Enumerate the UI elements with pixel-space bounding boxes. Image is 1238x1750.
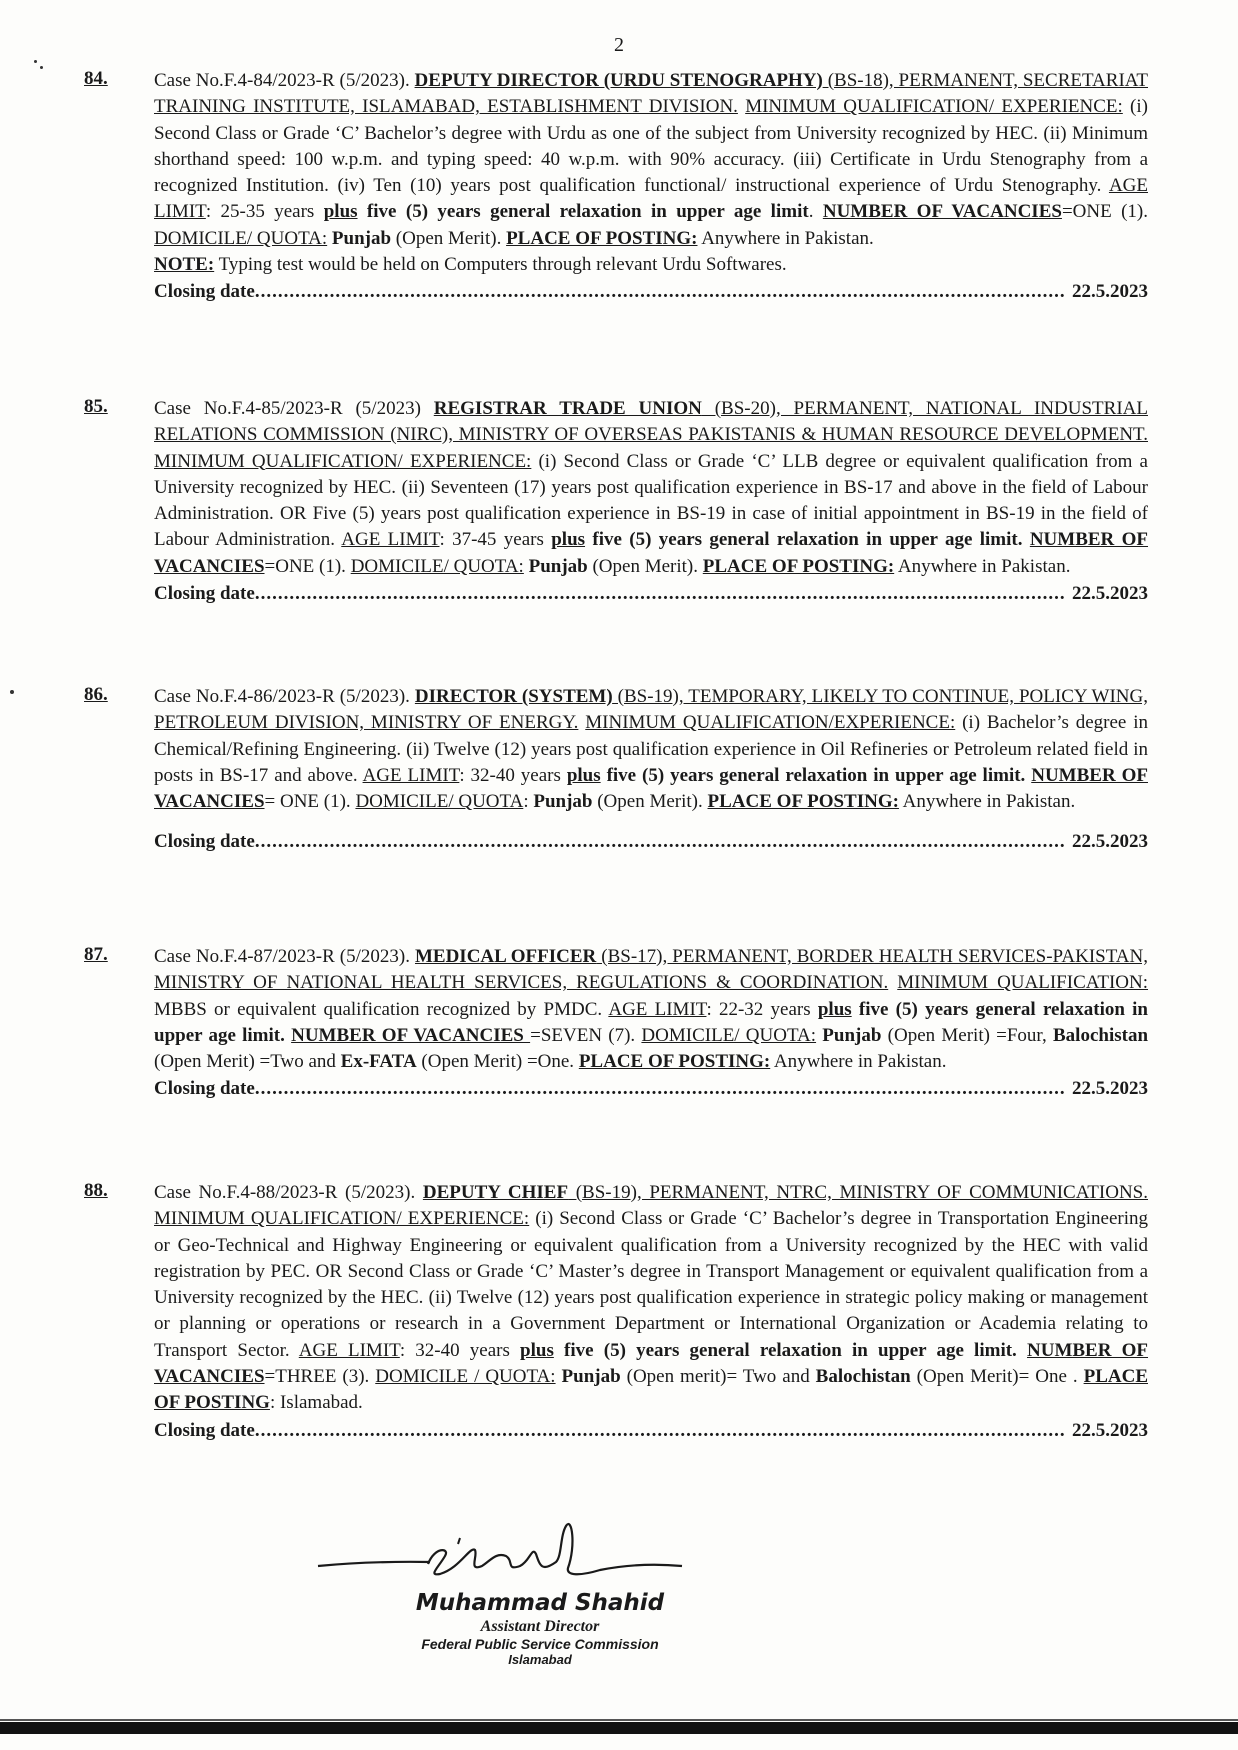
domicile-part: (Open Merit) =One.	[416, 1051, 579, 1073]
plus-word: plus	[520, 1339, 554, 1361]
closing-date-line	[154, 1076, 1148, 1102]
domicile-part: :	[523, 791, 534, 813]
case-body	[154, 944, 1148, 1102]
case-note	[154, 252, 1148, 278]
domicile-part: Ex-FATA	[340, 1051, 417, 1073]
plus-word: plus	[566, 764, 601, 786]
vacancies-label: NUMBER OF VACANCIES	[291, 1024, 531, 1046]
domicile-part: (Open Merit) =Two and	[154, 1051, 341, 1073]
domicile-part: (Open Merit).	[391, 227, 507, 249]
footer-rule	[0, 1719, 1238, 1721]
case-text	[154, 68, 1148, 252]
age-relaxation: five (5) years general relaxation in upper age limit.	[553, 1339, 1017, 1361]
closing-date-value: 22.5.2023	[1072, 1419, 1148, 1441]
domicile-label: DOMICILE / QUOTA:	[375, 1366, 556, 1388]
signature-scribble	[310, 1506, 750, 1586]
qualification-text: (i) Second Class or Grade ‘C’ Bachelor’s degree with Urdu as one of the subject from University recognized by HEC. (ii) Minimum shorthand speed: 100 w.p.m. and typing speed: 40 w.p.m. with 90% accuracy. (iii) Certificate in Urdu Stenography from a recognized Institution. (iv) Ten (10) years post qualification functional/ instructional experience of Urdu Stenography.	[154, 96, 1148, 197]
posting-label: PLACE OF POSTING:	[702, 555, 895, 577]
domicile-part: (Open Merit) =Four,	[881, 1024, 1053, 1046]
qualification-text: (i) Bachelor’s degree in Chemical/Refining Engineering. (ii) Twelve (12) years post qualification experience in Oil Refineries or Petroleum related field in posts in BS-17 and above.	[154, 712, 1149, 786]
qualification-label: MINIMUM QUALIFICATION/ EXPERIENCE:	[154, 450, 532, 472]
plus-word: plus	[551, 529, 586, 551]
domicile-part: Punjab	[822, 1024, 882, 1046]
domicile-label: DOMICILE/ QUOTA	[355, 791, 524, 813]
case-text	[154, 396, 1148, 580]
vacancies-label: NUMBER OF VACANCIES	[154, 529, 1149, 577]
scan-speck	[10, 690, 14, 694]
vacancies-text: =ONE (1).	[264, 555, 351, 577]
domicile-part: Balochistan	[815, 1366, 911, 1388]
posting-label: PLACE OF POSTING	[154, 1366, 1148, 1414]
note-text: Typing test would be held on Computers through relevant Urdu Softwares.	[214, 254, 787, 276]
separator	[1017, 1340, 1027, 1361]
posting-text: Anywhere in Pakistan.	[770, 1051, 947, 1073]
qualification-label: MINIMUM QUALIFICATION:	[897, 972, 1149, 994]
vacancies-text: =ONE (1).	[1061, 201, 1149, 223]
case-reference: Case No.F.4-85/2023-R (5/2023)	[154, 398, 434, 419]
spacer	[888, 972, 897, 993]
closing-date-line	[154, 1418, 1148, 1444]
domicile-part: (Open Merit).	[587, 555, 703, 577]
domicile-part: Balochistan	[1053, 1024, 1149, 1046]
age-limit-text: : 25-35 years	[205, 201, 324, 223]
post-title: REGISTRAR TRADE UNION	[433, 398, 702, 419]
post-title: DEPUTY CHIEF	[422, 1182, 569, 1203]
closing-date-line	[154, 581, 1148, 607]
posting-text: Anywhere in Pakistan.	[894, 555, 1071, 577]
closing-date-value: 22.5.2023	[1072, 583, 1148, 605]
closing-date-value: 22.5.2023	[1072, 831, 1148, 853]
vacancies-label: NUMBER OF VACANCIES	[822, 201, 1062, 223]
vacancies-text: = ONE (1).	[264, 791, 356, 813]
signatory-title: Assistant Director	[480, 1618, 600, 1635]
posting-label: PLACE OF POSTING:	[707, 791, 899, 813]
qualification-label: MINIMUM QUALIFICATION/ EXPERIENCE:	[154, 1208, 530, 1230]
age-limit-label: AGE LIMIT	[608, 998, 707, 1020]
case-entry	[84, 944, 1148, 1102]
posting-text: : Islamabad.	[269, 1392, 363, 1414]
age-limit-label: AGE LIMIT	[341, 529, 440, 551]
closing-date-value: 22.5.2023	[1072, 1078, 1148, 1100]
case-text	[154, 684, 1148, 815]
signatory-organization: Federal Public Service Commission	[421, 1636, 659, 1652]
vacancies-label: NUMBER OF VACANCIES	[154, 1339, 1149, 1388]
domicile-part: Punjab	[331, 227, 392, 249]
case-entry	[84, 684, 1148, 855]
age-limit-text: : 32-40 years	[399, 1339, 521, 1361]
age-relaxation: five (5) years general relaxation in upper age limit	[357, 201, 809, 223]
age-limit-text: : 37-45 years	[439, 529, 552, 551]
qualification-text: MBBS or equivalent qualification recognized by PMDC.	[154, 998, 609, 1020]
posting-label: PLACE OF POSTING:	[578, 1051, 771, 1073]
case-body	[154, 1180, 1148, 1444]
closing-date-label: Closing date	[154, 583, 255, 605]
scan-speck	[34, 60, 37, 63]
dot-leader	[255, 829, 1066, 855]
scan-speck	[40, 66, 43, 69]
closing-date-value: 22.5.2023	[1072, 281, 1148, 303]
signatory-city: Islamabad	[508, 1652, 572, 1667]
qualification-label: MINIMUM QUALIFICATION/ EXPERIENCE:	[745, 96, 1123, 118]
note-label: NOTE:	[154, 254, 215, 276]
age-relaxation: five (5) years general relaxation in upper age limit.	[600, 764, 1026, 786]
dot-leader	[255, 279, 1066, 305]
domicile-label: DOMICILE/ QUOTA:	[641, 1024, 817, 1046]
vacancies-text: =SEVEN (7).	[530, 1024, 642, 1046]
dot-leader	[255, 581, 1066, 607]
case-number: 88.	[84, 1180, 108, 1201]
case-reference: Case No.F.4-88/2023-R (5/2023).	[154, 1182, 423, 1203]
case-text	[154, 944, 1148, 1075]
closing-date-label: Closing date	[154, 831, 255, 853]
case-number: 84.	[84, 68, 108, 89]
post-title: DIRECTOR (SYSTEM)	[414, 686, 613, 707]
post-grade-department: (BS-20), PERMANENT, NATIONAL INDUSTRIAL RELATIONS COMMISSION (NIRC), MINISTRY OF OVERSEAS PAKISTANIS & HUMAN RESOURCE DEVELOPMENT.	[154, 398, 1148, 446]
closing-date-line	[154, 279, 1148, 305]
posting-text: Anywhere in Pakistan.	[697, 227, 874, 249]
plus-word: plus	[323, 201, 358, 223]
case-number: 85.	[84, 396, 108, 417]
case-body	[154, 396, 1148, 607]
case-reference: Case No.F.4-84/2023-R (5/2023).	[154, 70, 415, 91]
posting-label: PLACE OF POSTING:	[506, 227, 698, 249]
case-number: 87.	[84, 944, 108, 965]
case-body	[154, 68, 1148, 305]
separator: .	[808, 201, 823, 223]
dot-leader	[255, 1418, 1066, 1444]
post-title: MEDICAL OFFICER	[414, 946, 597, 967]
age-relaxation: five (5) years general relaxation in upper age limit.	[585, 529, 1023, 551]
domicile-label: DOMICILE/ QUOTA:	[154, 227, 328, 249]
age-limit-text: : 22-32 years	[706, 998, 818, 1020]
separator	[1022, 529, 1029, 550]
handwritten-signature	[310, 1506, 750, 1586]
case-number: 86.	[84, 684, 108, 705]
case-reference: Case No.F.4-86/2023-R (5/2023).	[154, 686, 415, 707]
case-body	[154, 684, 1148, 855]
age-limit-label: AGE LIMIT	[362, 764, 460, 786]
vacancies-label: NUMBER OF VACANCIES	[154, 764, 1148, 813]
case-entry	[84, 68, 1148, 305]
domicile-part: (Open Merit).	[592, 791, 708, 813]
case-text	[154, 1180, 1148, 1417]
closing-date-label: Closing date	[154, 1419, 255, 1441]
vacancies-text: =THREE (3).	[264, 1366, 376, 1388]
domicile-part: Punjab	[533, 791, 593, 813]
closing-date-label: Closing date	[154, 1078, 255, 1100]
qualification-text: (i) Second Class or Grade ‘C’ LLB degree or equivalent qualification from a University recognized by HEC. (ii) Seventeen (17) years post qualification experience in BS-17 and above in the field of Labour Administration. OR Five (5) years post qualification experience in BS-19 in case of initial appointment in BS-19 in the field of Labour Administration.	[154, 450, 1148, 551]
age-relaxation: five (5) years general relaxation in upper age limit.	[154, 998, 1149, 1046]
post-grade-department: (BS-19), PERMANENT, NTRC, MINISTRY OF COMMUNICATIONS.	[568, 1182, 1148, 1203]
signatory-name: Muhammad Shahid	[415, 1590, 665, 1616]
qualification-text: (i) Second Class or Grade ‘C’ Bachelor’s degree in Transportation Engineering or Geo-Technical and Highway Engineering or equivalent qualification from a University recognized by the HEC with valid registration by PEC. OR Second Class or Grade ‘C’ Master’s degree in Transport Management or equivalent qualification from a University recognized by the HEC. (ii) Twelve (12) years post qualification experience in strategic policy making or management or planning or operations or research in a Government Department or International Organization or Academia relating to Transport Sector.	[154, 1208, 1148, 1361]
post-title: DEPUTY DIRECTOR (URDU STENOGRAPHY)	[414, 70, 823, 91]
case-entry	[84, 396, 1148, 607]
signature-block	[370, 1590, 710, 1667]
closing-date-line	[154, 829, 1148, 855]
domicile-label: DOMICILE/ QUOTA:	[350, 555, 524, 577]
age-limit-label: AGE LIMIT	[298, 1339, 400, 1361]
closing-date-label: Closing date	[154, 281, 255, 303]
footer-bar	[0, 1722, 1238, 1734]
page-number: 2	[614, 34, 624, 56]
qualification-label: MINIMUM QUALIFICATION/EXPERIENCE:	[585, 712, 956, 734]
post-grade-department: (BS-17), PERMANENT, BORDER HEALTH SERVICES-PAKISTAN, MINISTRY OF NATIONAL HEALTH SERVICES, REGULATIONS & COORDINATION.	[154, 946, 1148, 994]
domicile-part: (Open Merit)= One .	[910, 1366, 1084, 1388]
case-entry	[84, 1180, 1148, 1444]
age-limit-label: AGE LIMIT	[154, 175, 1148, 223]
domicile-part: Punjab	[561, 1366, 621, 1388]
post-grade-department: (BS-18), PERMANENT, SECRETARIAT TRAINING INSTITUTE, ISLAMABAD, ESTABLISHMENT DIVISION.	[154, 70, 1148, 118]
age-limit-text: : 32-40 years	[459, 764, 567, 786]
domicile-part: (Open merit)= Two and	[620, 1366, 816, 1388]
case-reference: Case No.F.4-87/2023-R (5/2023).	[154, 946, 415, 967]
plus-word: plus	[817, 998, 852, 1020]
posting-text: Anywhere in Pakistan.	[898, 791, 1076, 813]
post-grade-department: (BS-19), TEMPORARY, LIKELY TO CONTINUE, POLICY WING, PETROLEUM DIVISION, MINISTRY OF ENERGY.	[154, 686, 1148, 734]
dot-leader	[255, 1076, 1066, 1102]
domicile-part: Punjab	[528, 555, 588, 577]
